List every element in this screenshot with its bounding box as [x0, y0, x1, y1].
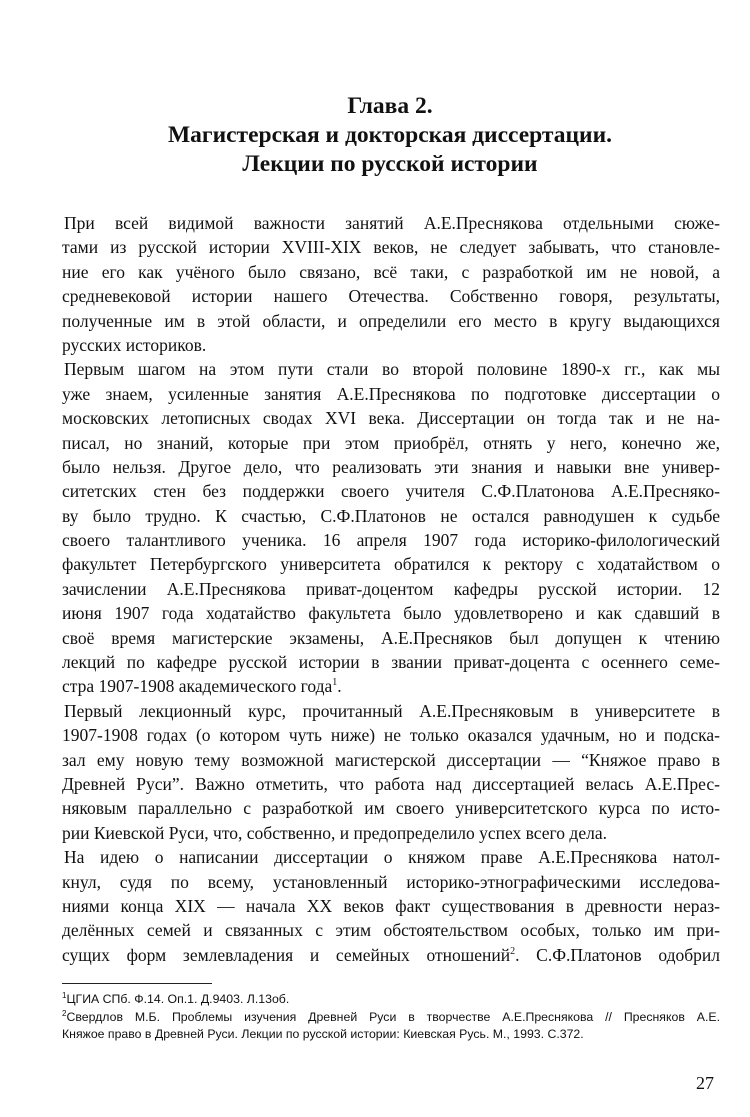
paragraph-2-line-3: московских летописных сводах XVI века. Диссертации он тогда так и не на- [62, 408, 720, 429]
footnote-2-line-1 [62, 1009, 720, 1027]
footnote-separator [62, 983, 212, 984]
chapter-heading [60, 92, 720, 179]
chapter-title-line-1: Магистерская и докторская диссертации. [167, 122, 612, 148]
paragraph-2-line-11: июня 1907 года ходатайство факультета было удовлетворено и как сдавший в [62, 603, 720, 624]
paragraph-3-line-6: рии Киевской Руси, что, собственно, и предопределило успех всего дела. [62, 822, 607, 843]
paragraph-2-line-12: своё время магистерские экзамены, А.Е.Пресняков был допущен к чтению [62, 627, 720, 648]
paragraph-3-line-1: Первый лекционный курс, прочитанный А.Е.Пресняковым в университете в [64, 700, 720, 721]
paragraph-3-line-2: 1907-1908 годах (о котором чуть ниже) не только оказался удачным, но и подска- [62, 725, 720, 746]
body-text [62, 211, 720, 967]
paragraph-4-line-5-tail: . С.Ф.Платонов одобрил [515, 944, 721, 965]
footnote-1-text: ЦГИА СПб. Ф.14. Оп.1. Д.9403. Л.13об. [66, 992, 290, 1006]
paragraph-2-line-5: было нельзя. Другое дело, что реализовать эти знания и навыки вне универ- [62, 456, 720, 477]
paragraph-1-line-4: средневековой истории нашего Отечества. Собственно говоря, результаты, [62, 286, 720, 307]
paragraph-2-line-1: Первым шагом на этом пути стали во второй половине 1890-х гг., как мы [64, 359, 720, 380]
paragraph-3-line-4: Древней Руси”. Важно отметить, что работа над диссертацией велась А.Е.Прес- [62, 773, 720, 794]
paragraph-2-line-4: писал, но знаний, которые при этом приобрёл, отнять у него, конечно же, [62, 432, 720, 453]
paragraph-2-end-period: . [337, 676, 342, 697]
paragraph-2-line-14-text: стра 1907-1908 академического года [62, 676, 333, 697]
paragraph-1-line-5: полученные им в этой области, и определили его место в кругу выдающихся [62, 310, 720, 331]
footnote-ref-1: 1 [332, 677, 338, 689]
footnote-2-text-1: Свердлов М.Б. Проблемы изучения Древней Руси в творчестве А.Е.Преснякова // Пресняков А.Е. [66, 1009, 720, 1024]
paragraph-2-line-9: факультет Петербургского университета обратился к ректору с ходатайством о [62, 554, 720, 575]
page-number: 27 [696, 1073, 714, 1093]
paragraph-4-line-5 [62, 943, 720, 967]
paragraph-1-line-6: русских историков. [62, 334, 207, 355]
paragraph-2-line-10: зачислении А.Е.Преснякова приват-доцентом кафедры русской истории. 12 [62, 578, 720, 599]
paragraph-1-line-2: тами из русской истории XVIII-XIX веков, не следует забывать, что становле- [62, 237, 720, 258]
paragraph-4-line-3: ниями конца XIX — начала XX веков факт существования в древности нераз- [62, 895, 720, 916]
paragraph-2-line-8: своего талантливого ученика. 16 апреля 1907 года историко-филологический [62, 530, 720, 551]
paragraph-1-line-3: ние его как учёного было связано, всё таки, с разработкой им не новой, а [62, 261, 720, 282]
footnote-ref-2: 2 [510, 945, 516, 957]
paragraph-2-line-14 [62, 674, 720, 698]
chapter-title-line-2: Лекции по русской истории [242, 151, 538, 177]
paragraph-4-line-5-text: сущих форм землевладения и семейных отношений [62, 944, 511, 965]
chapter-number: Глава 2. [347, 93, 433, 119]
footnote-2-mark: 2 [62, 1008, 67, 1018]
paragraph-2-line-2: уже знаем, усиленные занятия А.Е.Преснякова по подготовке диссертации о [62, 383, 720, 404]
footnote-2-line-2: Княжое право в Древней Руси. Лекции по русской истории: Киевская Русь. М., 1993. С.372. [62, 1027, 584, 1041]
paragraph-4-line-1: На идею о написании диссертации о княжом праве А.Е.Преснякова натол- [64, 847, 720, 868]
paragraph-2-line-7: ву было трудно. К счастью, С.Ф.Платонов не остался равнодушен к судьбе [62, 505, 720, 526]
footnote-1-mark: 1 [62, 990, 67, 1000]
paragraph-3-line-3: зал ему новую тему возможной магистерской диссертации — “Княжое право в [62, 749, 720, 770]
footnote-1 [62, 991, 720, 1009]
paragraph-4-line-2: кнул, судя по всему, установленный историко-этнографическими исследова- [62, 871, 720, 892]
paragraph-3-line-5: няковым параллельно с разработкой им своего университетского курса по исто- [62, 798, 720, 819]
paragraph-1-line-1: При всей видимой важности занятий А.Е.Преснякова отдельными сюже- [64, 213, 720, 233]
paragraph-4-line-4: делённых семей и связанных с этим обстоятельством особых, только им при- [62, 920, 720, 941]
footnotes [62, 991, 720, 1044]
paragraph-2-line-6: ситетских стен без поддержки своего учителя С.Ф.Платонова А.Е.Пресняко- [62, 481, 720, 502]
paragraph-2-line-13: лекций по кафедре русской истории в звании приват-доцента с осеннего семе- [62, 652, 720, 673]
